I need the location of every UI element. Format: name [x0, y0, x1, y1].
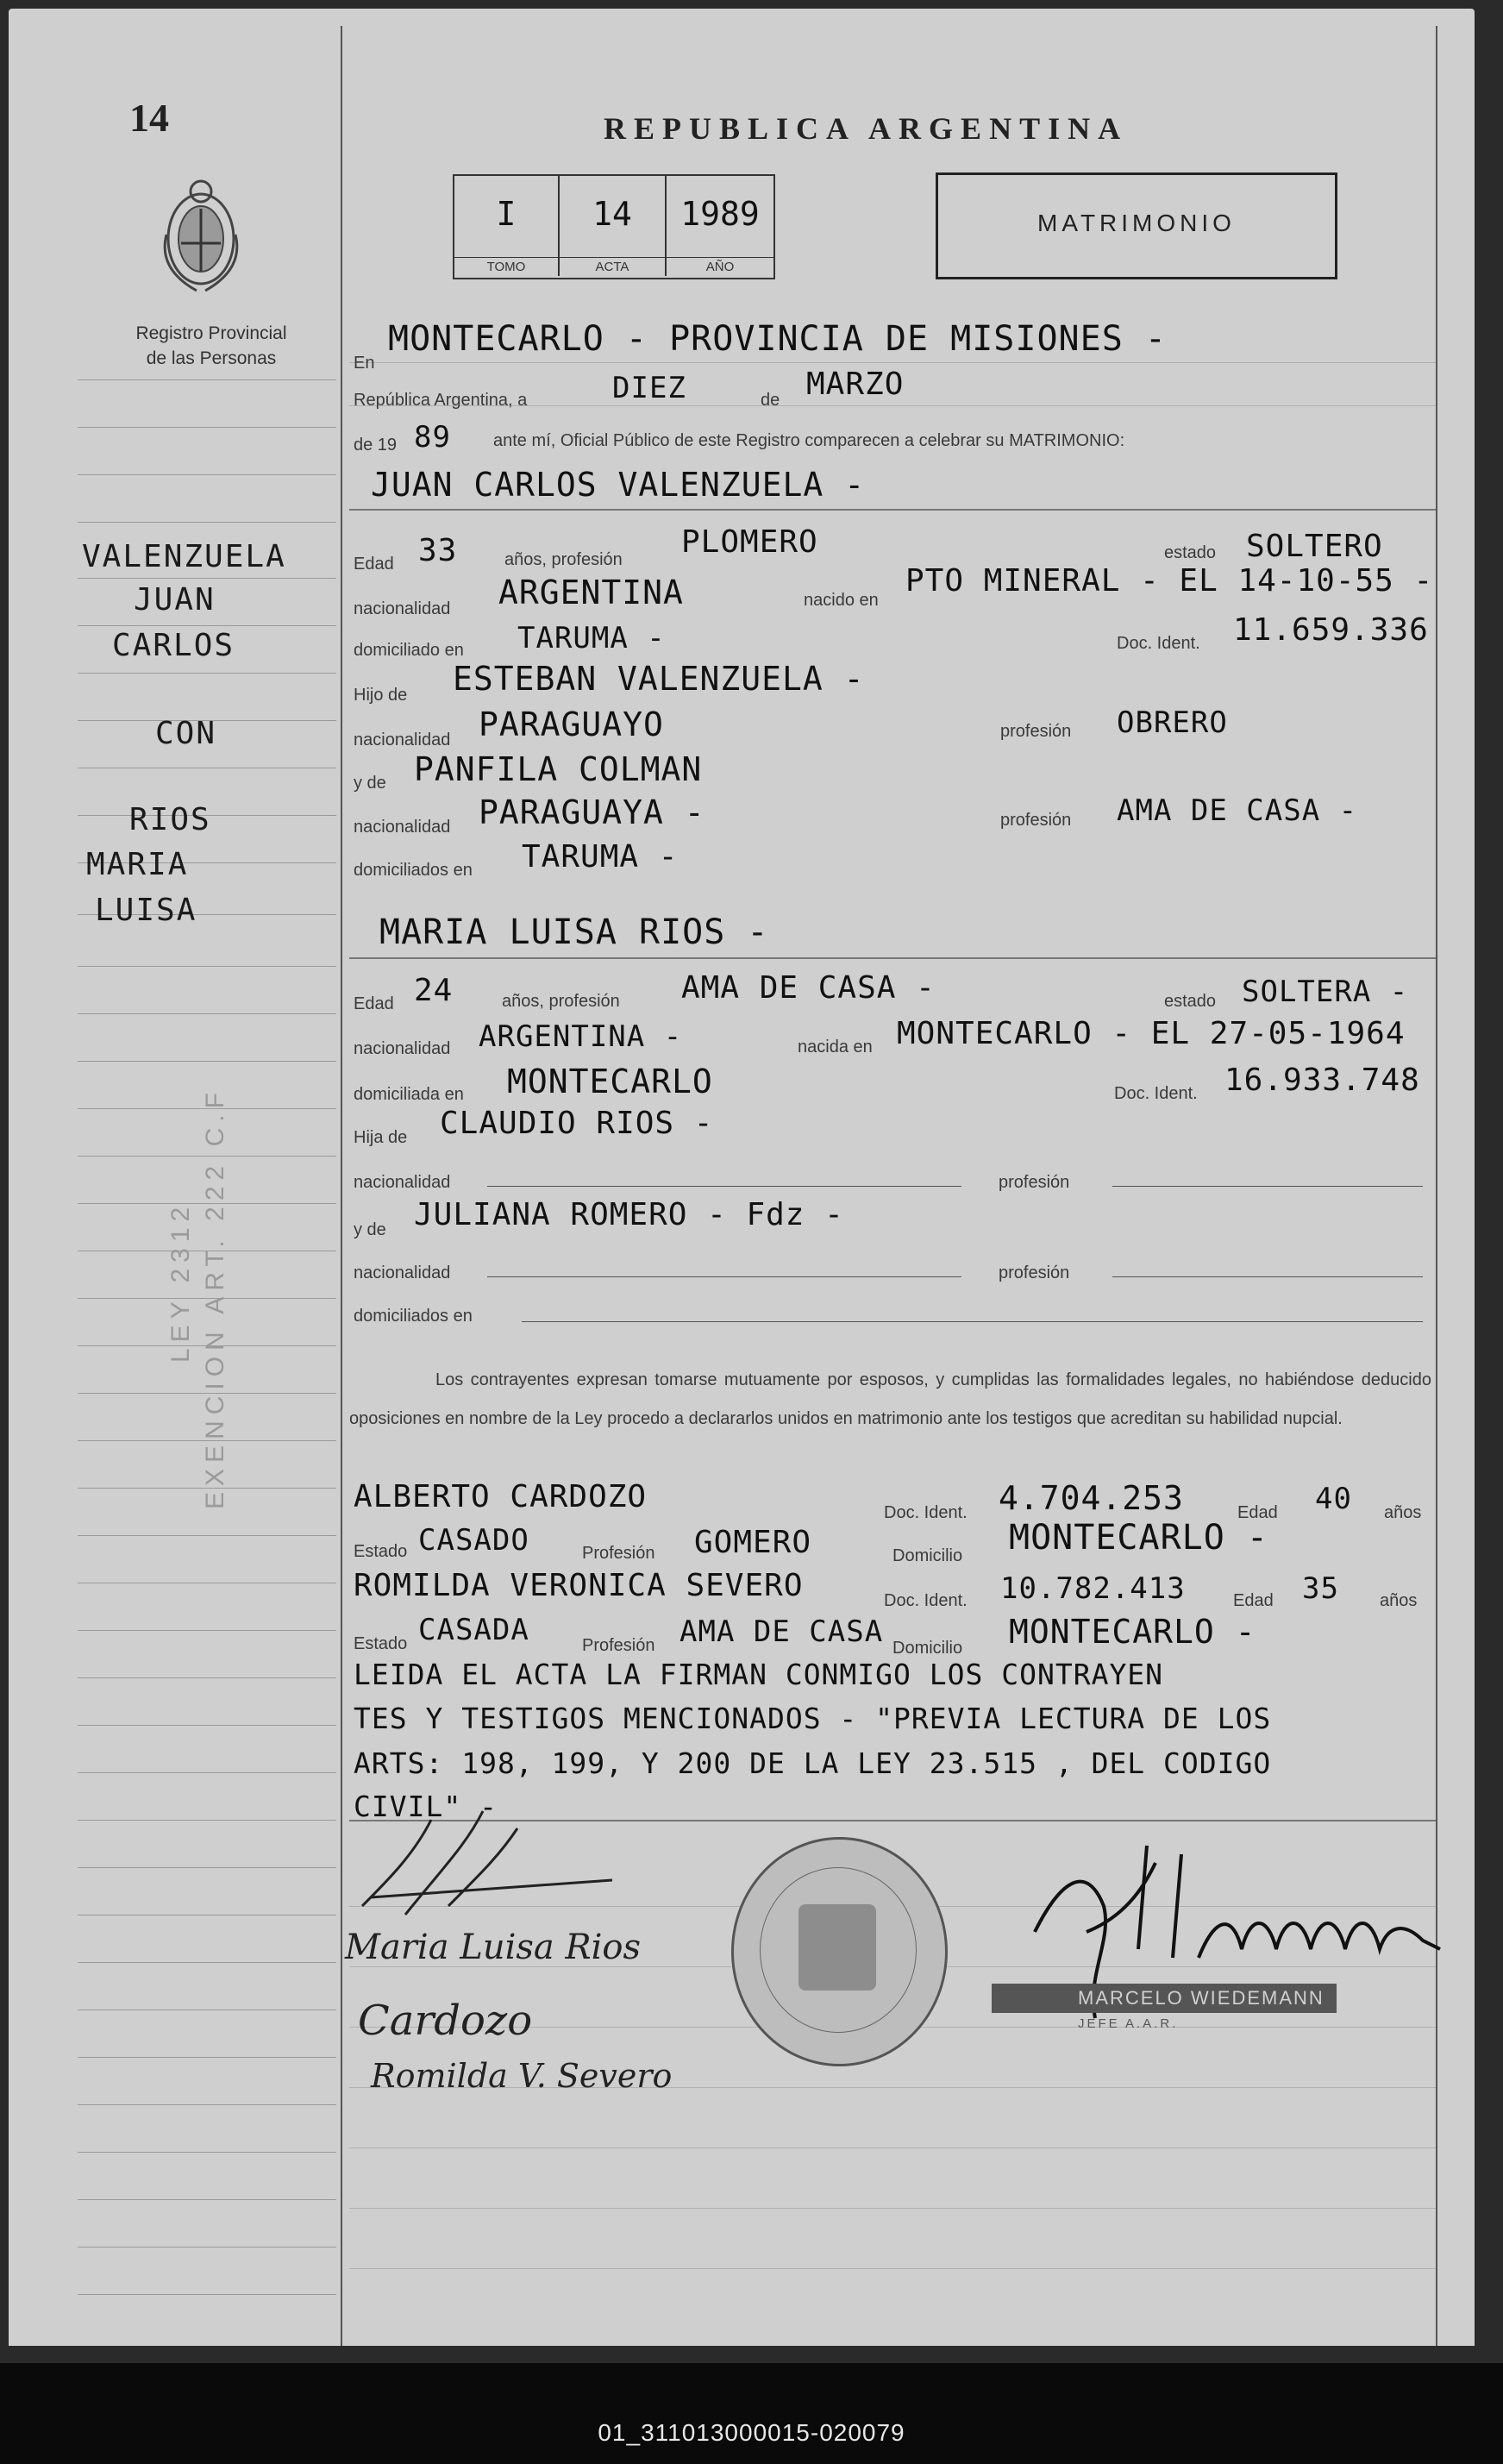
bride-signature: Maria Luisa Rios	[345, 1928, 642, 1967]
witness2-edad-label: Edad	[1233, 1591, 1274, 1610]
main-rule	[349, 2208, 1436, 2209]
groom-profesion: PLOMERO	[681, 524, 818, 560]
register-page	[9, 9, 1475, 2346]
closing-line: CIVIL" -	[354, 1790, 498, 1823]
bride-name: MARIA LUISA RIOS -	[379, 912, 769, 952]
margin-rule	[78, 1677, 336, 1678]
bride-estado: SOLTERA -	[1242, 975, 1409, 1009]
groom-yde-label: y de	[354, 774, 386, 793]
witness1-edad: 40	[1315, 1482, 1352, 1516]
groom-padre-nac-label: nacionalidad	[354, 730, 451, 749]
groom-hijo-label: Hijo de	[354, 686, 408, 705]
ano-value: 1989	[680, 195, 760, 233]
tomo-label: TOMO	[454, 257, 558, 276]
main-rule	[349, 2147, 1436, 2148]
blank-line	[522, 1321, 1423, 1322]
margin-divider	[341, 26, 342, 2346]
margin-rule	[78, 1962, 336, 1963]
exemption-line2: EXENCION ART. 222 C.F	[201, 1087, 229, 1509]
margin-rule	[78, 2057, 336, 2058]
margin-rule	[78, 1535, 336, 1536]
bride-padre-nac-label: nacionalidad	[354, 1173, 451, 1192]
groom-estado: SOLTERO	[1246, 529, 1383, 564]
groom-doc: 11.659.336	[1233, 612, 1429, 648]
margin-rule	[78, 1725, 336, 1726]
margin-rule	[78, 2294, 336, 2295]
witness1-anos-label: años	[1384, 1503, 1422, 1522]
margin-note: LUISA	[95, 893, 197, 928]
bride-doc-label: Doc. Ident.	[1114, 1084, 1198, 1103]
footer-caption: 01_311013000015-020079	[598, 2419, 905, 2446]
bride-nacionalidad: ARGENTINA -	[479, 1019, 683, 1054]
acta-cell	[560, 176, 667, 276]
groom-nacido-label: nacido en	[804, 591, 879, 610]
witness1-estado-label: Estado	[354, 1542, 408, 1561]
witness1-dom-label: Domicilio	[892, 1546, 963, 1565]
groom-profesion-label: años, profesión	[504, 550, 623, 569]
page-number: 14	[129, 96, 169, 140]
day: DIEZ	[612, 371, 686, 405]
groom-padre: ESTEBAN VALENZUELA -	[453, 660, 865, 698]
closing-line: TES Y TESTIGOS MENCIONADOS - "PREVIA LECTURA DE LOS	[354, 1702, 1272, 1735]
margin-rule	[78, 1013, 336, 1014]
witness2-doc-label: Doc. Ident.	[884, 1591, 968, 1610]
coat-of-arms-icon	[153, 174, 248, 299]
republica-label: República Argentina, a	[354, 391, 528, 410]
groom-nacionalidad-label: nacionalidad	[354, 599, 451, 618]
bride-edad-label: Edad	[354, 994, 394, 1013]
groom-nacido: PTO MINERAL - EL 14-10-55 -	[905, 563, 1434, 599]
witness1-estado: CASADO	[418, 1523, 529, 1558]
exemption-stamp	[164, 1087, 233, 1509]
bride-edad: 24	[414, 973, 454, 1008]
witness1-doc: 4.704.253	[999, 1479, 1184, 1517]
margin-rule	[78, 522, 336, 523]
margin-note: RIOS	[129, 802, 211, 837]
exemption-line1: LEY 2312	[166, 1201, 195, 1363]
groom-padres-dom-label: domiciliados en	[354, 861, 473, 880]
witness2-signature: Romilda V. Severo	[371, 2057, 673, 2095]
intro-text: ante mí, Oficial Público de este Registro comparecen a celebrar su MATRIMONIO:	[493, 431, 1125, 450]
record-type-box	[936, 172, 1337, 279]
margin-rule	[78, 2009, 336, 2010]
main-rule	[349, 509, 1436, 511]
bride-madre-nac-label: nacionalidad	[354, 1263, 451, 1282]
groom-nacionalidad: ARGENTINA	[498, 574, 684, 611]
year-prefix: de 19	[354, 436, 398, 455]
witness2-estado: CASADA	[418, 1613, 529, 1647]
margin-rule	[78, 673, 336, 674]
tomo-cell	[454, 176, 560, 276]
de-label: de	[761, 391, 780, 410]
main-rule	[349, 2268, 1436, 2269]
acta-label: ACTA	[560, 257, 665, 276]
witness2-anos-label: años	[1380, 1591, 1418, 1610]
margin-rule	[78, 625, 336, 626]
country-heading: REPUBLICA ARGENTINA	[604, 111, 1129, 146]
ano-label: AÑO	[667, 257, 773, 276]
margin-rule	[78, 1867, 336, 1868]
bride-profesion-label: años, profesión	[502, 992, 620, 1011]
groom-padres-dom: TARUMA -	[522, 839, 679, 875]
blank-line	[487, 1186, 961, 1187]
margin-note: VALENZUELA	[82, 539, 286, 574]
margin-rule	[78, 1630, 336, 1631]
official-title: JEFE A.A.R.	[1078, 2016, 1179, 2031]
groom-signature-icon	[354, 1803, 629, 1923]
margin-rule	[78, 2247, 336, 2248]
groom-edad: 33	[418, 533, 458, 568]
witness1-edad-label: Edad	[1237, 1503, 1278, 1522]
margin-rule	[78, 2104, 336, 2105]
bride-padres-dom-label: domiciliados en	[354, 1307, 473, 1326]
bride-nacida-label: nacida en	[798, 1038, 873, 1056]
registry-line2: de las Personas	[146, 348, 277, 368]
bride-madre-prof-label: profesión	[999, 1263, 1070, 1282]
witness2-name: ROMILDA VERONICA SEVERO	[354, 1568, 804, 1603]
bride-madre: JULIANA ROMERO - Fdz -	[414, 1197, 844, 1232]
bride-nacida: MONTECARLO - EL 27-05-1964	[897, 1016, 1406, 1051]
margin-rule	[78, 474, 336, 475]
blank-line	[487, 1276, 961, 1277]
registry-line1: Registro Provincial	[135, 323, 287, 343]
bride-doc: 16.933.748	[1224, 1063, 1420, 1098]
witness1-dom: MONTECARLO -	[1009, 1518, 1268, 1558]
margin-note: MARIA	[86, 847, 189, 882]
official-name: MARCELO WIEDEMANN	[1078, 1987, 1325, 2009]
year-suffix: 89	[414, 420, 451, 455]
blank-line	[1112, 1276, 1423, 1277]
margin-note: CON	[155, 716, 217, 751]
groom-domicilio: TARUMA -	[517, 621, 666, 655]
margin-rule	[78, 379, 336, 380]
groom-padre-prof: OBRERO	[1117, 705, 1228, 740]
bride-hija-label: Hija de	[354, 1128, 408, 1147]
closing-line: LEIDA EL ACTA LA FIRMAN CONMIGO LOS CONTRAYEN	[354, 1658, 1164, 1691]
tomo-acta-ano-box	[453, 174, 775, 279]
bride-profesion: AMA DE CASA -	[681, 970, 936, 1006]
witness1-prof: GOMERO	[694, 1525, 812, 1560]
groom-doc-label: Doc. Ident.	[1117, 634, 1200, 653]
main-rule	[349, 362, 1436, 363]
witness1-signature: Cardozo	[358, 1997, 533, 2045]
witness2-prof-label: Profesión	[582, 1636, 655, 1655]
margin-rule	[78, 966, 336, 967]
margin-rule	[78, 1772, 336, 1773]
record-type: MATRIMONIO	[1037, 210, 1236, 236]
witness2-prof: AMA DE CASA	[679, 1614, 884, 1649]
bride-yde-label: y de	[354, 1220, 386, 1239]
groom-madre-prof-label: profesión	[1000, 811, 1072, 830]
footer-bar	[0, 2363, 1503, 2464]
tomo-value: I	[496, 195, 517, 233]
groom-padre-prof-label: profesión	[1000, 722, 1072, 741]
ano-cell	[667, 176, 773, 276]
margin-rule	[78, 1061, 336, 1062]
groom-padre-nac: PARAGUAYO	[479, 705, 664, 743]
official-name-stamp	[992, 1984, 1337, 2013]
bride-domicilio: MONTECARLO	[507, 1063, 713, 1100]
declaration-text: Los contrayentes expresan tomarse mutuamente por esposos, y cumplidas las formalidades legales, no habiéndose deducido oposiciones en nombre de la Ley procedo a declararlos unidos en matrimonio ante los testigos que acreditan su habilidad nupcial.	[349, 1370, 1431, 1428]
closing-line: ARTS: 198, 199, Y 200 DE LA LEY 23.515 , DEL CODIGO	[354, 1746, 1272, 1780]
bride-domicilio-label: domiciliada en	[354, 1085, 464, 1104]
main-rule	[349, 957, 1436, 959]
registry-name	[95, 321, 328, 371]
groom-estado-label: estado	[1164, 543, 1217, 562]
margin-rule	[78, 2152, 336, 2153]
bride-estado-label: estado	[1164, 992, 1217, 1011]
witness1-prof-label: Profesión	[582, 1544, 655, 1563]
groom-madre-prof: AMA DE CASA -	[1117, 793, 1358, 828]
official-seal-icon	[731, 1837, 948, 2066]
groom-edad-label: Edad	[354, 555, 394, 574]
margin-rule	[78, 2199, 336, 2200]
groom-madre-nac: PARAGUAYA -	[479, 793, 705, 831]
margin-note: CARLOS	[112, 628, 235, 663]
witness1-doc-label: Doc. Ident.	[884, 1503, 968, 1522]
margin-note: JUAN	[134, 582, 216, 618]
witness2-doc: 10.782.413	[1000, 1571, 1186, 1606]
bride-nacionalidad-label: nacionalidad	[354, 1039, 451, 1058]
groom-madre-nac-label: nacionalidad	[354, 818, 451, 837]
acta-value: 14	[592, 195, 632, 233]
month: MARZO	[806, 367, 905, 402]
witness2-dom-label: Domicilio	[892, 1639, 963, 1658]
en-label: En	[354, 354, 375, 373]
seal-emblem	[798, 1904, 876, 1991]
witness2-estado-label: Estado	[354, 1634, 408, 1653]
bride-padre-prof-label: profesión	[999, 1173, 1070, 1192]
groom-name: JUAN CARLOS VALENZUELA -	[371, 466, 866, 504]
blank-line	[1112, 1186, 1423, 1187]
groom-madre: PANFILA COLMAN	[414, 750, 703, 788]
place: MONTECARLO - PROVINCIA DE MISIONES -	[388, 319, 1167, 359]
groom-domicilio-label: domiciliado en	[354, 641, 464, 660]
bride-padre: CLAUDIO RIOS -	[440, 1106, 714, 1141]
margin-rule	[78, 427, 336, 428]
witness2-dom: MONTECARLO -	[1009, 1613, 1256, 1651]
witness2-edad: 35	[1302, 1571, 1339, 1606]
margin-rule	[78, 1820, 336, 1821]
margin-rule	[78, 578, 336, 579]
witness1-name: ALBERTO CARDOZO	[354, 1479, 648, 1514]
